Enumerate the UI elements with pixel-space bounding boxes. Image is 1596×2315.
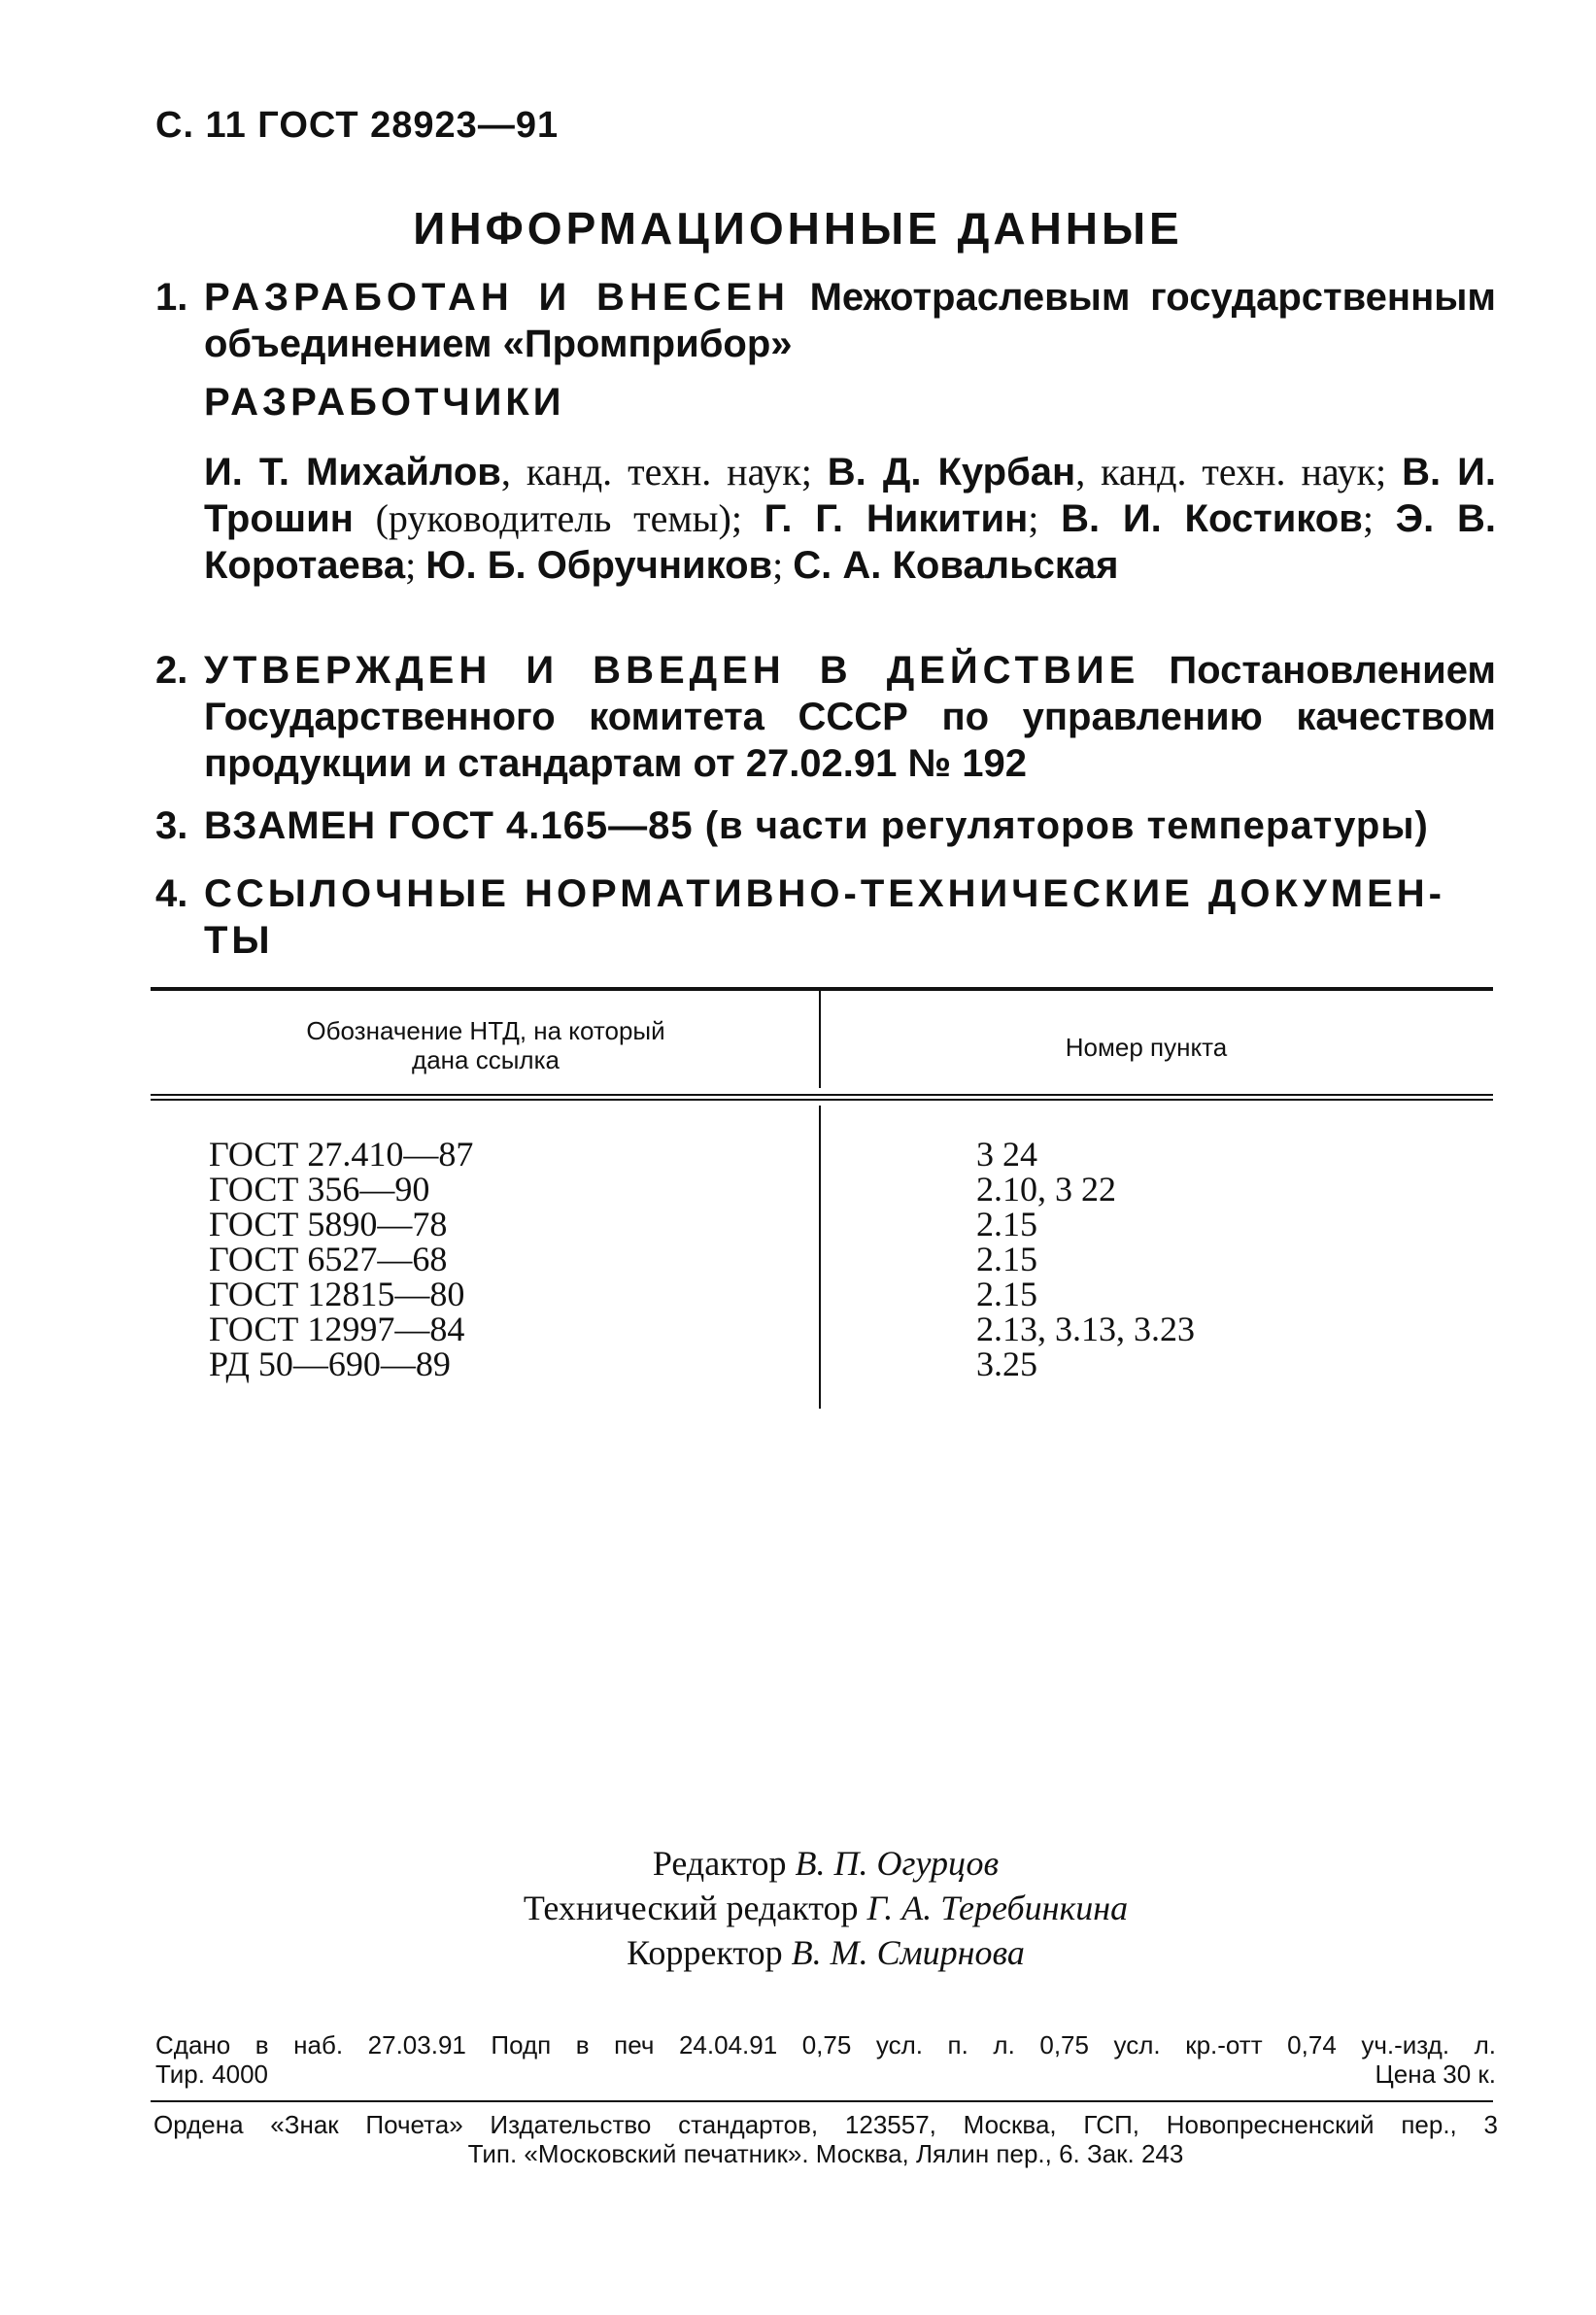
- table-cell-clause: 3.25: [976, 1345, 1037, 1383]
- table-header-clause: Номер пункта: [1065, 1033, 1228, 1062]
- table-header-rule: [151, 1094, 1493, 1101]
- item-2-text: Постановлением Государственного комитета СССР по управлению качеством продукции и стандартам от 27.02.91 № 192: [204, 649, 1496, 785]
- developer-role: (руководитель темы);: [353, 496, 764, 540]
- imprint-divider: [151, 2100, 1493, 2102]
- item-3-number: 3.: [155, 804, 188, 847]
- table-cell-clause: 2.10, 3 22: [976, 1170, 1116, 1209]
- item-2: [155, 647, 1496, 785]
- table-header-document-line2: дана ссылка: [412, 1045, 560, 1074]
- table-column-documents: [209, 1137, 473, 1381]
- credit-name: В. П. Огурцов: [795, 1844, 1000, 1883]
- developer-name: И. Т. Михайлов: [204, 451, 501, 494]
- developers-heading: РАЗРАБОТЧИКИ: [204, 381, 565, 424]
- developer-name: В. И. Трошин: [204, 451, 1496, 540]
- table-cell-clause: 3 24: [976, 1135, 1037, 1174]
- developer-name: С. А. Ковальская: [793, 544, 1119, 587]
- table-cell-document: ГОСТ 27.410—87: [209, 1135, 474, 1174]
- developer-role: ;: [772, 543, 794, 587]
- developer-name: Э. В. Коротаева: [204, 497, 1496, 587]
- item-1: [155, 274, 1496, 365]
- table-cell-clause: 2.15: [976, 1205, 1037, 1243]
- imprint-tirage: Тир. 4000: [155, 2060, 269, 2089]
- table-cell-document: ГОСТ 356—90: [209, 1170, 430, 1209]
- imprint-price: Цена 30 к.: [1375, 2060, 1496, 2089]
- item-4: [155, 870, 1445, 962]
- credit-editor: [0, 1841, 1596, 1886]
- table-cell-document: ГОСТ 6527—68: [209, 1240, 448, 1278]
- item-4-text-line2: ТЫ: [204, 919, 274, 962]
- developer-role: ;: [405, 543, 426, 587]
- developer-role: ;: [1362, 496, 1396, 540]
- credits: [0, 1841, 1596, 1975]
- table-header-document-line1: Обозначение НТД, на который: [306, 1016, 665, 1045]
- item-4-number: 4.: [155, 872, 188, 915]
- table-cell-clause: 2.13, 3.13, 3.23: [976, 1310, 1195, 1348]
- imprint-line1: Сдано в наб. 27.03.91 Подп в печ 24.04.91 0,75 усл. п. л. 0,75 усл. кр.-отт 0,74 уч.-изд. л.: [155, 2030, 1496, 2060]
- item-1-number: 1.: [155, 276, 188, 319]
- publisher-line2: Тип. «Московский печатник». Москва, Лялин пер., 6. Зак. 243: [467, 2139, 1184, 2168]
- credit-role: Технический редактор: [523, 1889, 859, 1927]
- table-cell-document: ГОСТ 12997—84: [209, 1310, 465, 1348]
- publisher-line1: Ордена «Знак Почета» Издательство стандартов, 123557, Москва, ГСП, Новопресненский пер., 3: [153, 2110, 1498, 2139]
- credit-name: Г. А. Теребинкина: [866, 1889, 1129, 1927]
- imprint-line2: [155, 2060, 1496, 2089]
- developer-name: В. Д. Курбан: [827, 451, 1076, 494]
- item-4-text-line1: ССЫЛОЧНЫЕ НОРМАТИВНО-ТЕХНИЧЕСКИЕ ДОКУМЕН-: [204, 872, 1445, 915]
- table-header-document: [175, 1016, 797, 1074]
- developers-list: [204, 449, 1496, 589]
- page-title: ИНФОРМАЦИОННЫЕ ДАННЫЕ: [413, 203, 1183, 254]
- table-header-divider: [819, 991, 821, 1088]
- table-body-divider: [819, 1106, 821, 1409]
- table-cell-clause: 2.15: [976, 1240, 1037, 1278]
- table-column-clauses: [976, 1137, 1195, 1381]
- publisher-block: [153, 2110, 1498, 2168]
- item-1-text: Межотраслевым государственным объединением «Промприбор»: [204, 276, 1496, 365]
- item-1-lead: РАЗРАБОТАН И ВНЕСЕН: [204, 276, 790, 319]
- developer-name: Ю. Б. Обручников: [425, 544, 773, 587]
- item-3: [155, 802, 1429, 849]
- item-2-lead: УТВЕРЖДЕН И ВВЕДЕН В ДЕЙСТВИЕ: [204, 649, 1140, 692]
- item-3-text: ВЗАМЕН ГОСТ 4.165—85 (в части регуляторов температуры): [204, 804, 1429, 847]
- credit-name: В. М. Смирнова: [791, 1933, 1025, 1972]
- credit-role: Редактор: [652, 1844, 787, 1883]
- developer-role: ;: [1028, 496, 1062, 540]
- developer-role: , канд. техн. наук;: [1075, 450, 1403, 494]
- table-cell-document: ГОСТ 5890—78: [209, 1205, 448, 1243]
- table-cell-document: РД 50—690—89: [209, 1345, 451, 1383]
- table-cell-clause: 2.15: [976, 1275, 1037, 1313]
- credit-role: Корректор: [627, 1933, 783, 1972]
- developer-role: , канд. техн. наук;: [500, 450, 828, 494]
- imprint-block: [155, 2030, 1496, 2089]
- page-header: С. 11 ГОСТ 28923—91: [155, 105, 560, 146]
- item-2-number: 2.: [155, 649, 188, 692]
- credit-corrector: [0, 1930, 1596, 1975]
- table-top-rule: [151, 987, 1493, 991]
- developer-name: В. И. Костиков: [1061, 497, 1363, 540]
- developer-name: Г. Г. Никитин: [764, 497, 1029, 540]
- credit-technical-editor: [0, 1886, 1596, 1930]
- table-cell-document: ГОСТ 12815—80: [209, 1275, 465, 1313]
